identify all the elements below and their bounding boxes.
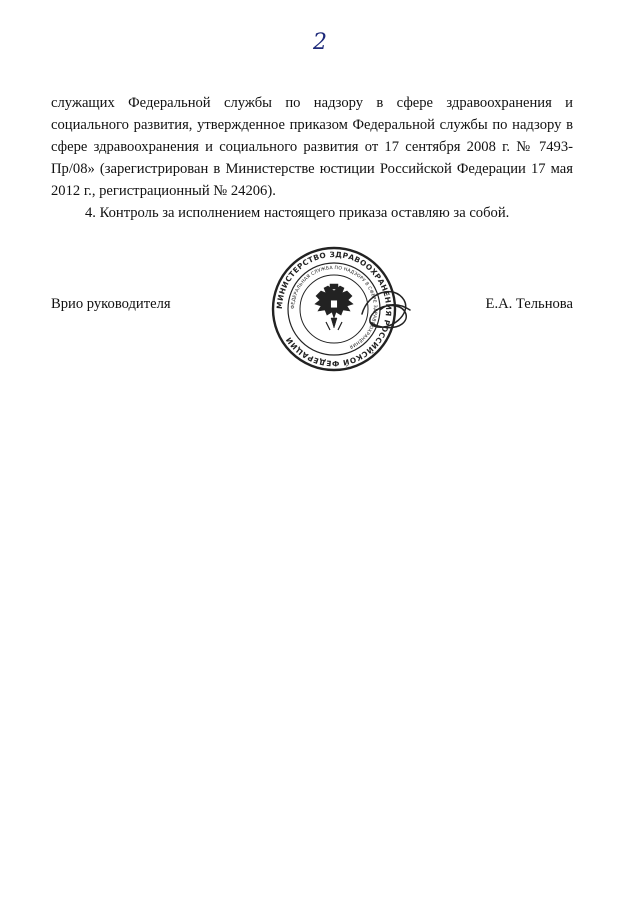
document-body — [51, 92, 573, 224]
page-number: 2 — [313, 30, 327, 55]
official-seal-stamp — [254, 244, 414, 374]
seal-outer-text: МИНИСТЕРСТВО ЗДРАВООХРАНЕНИЯ РОССИЙСКОЙ ФЕДЕРАЦИИ — [274, 249, 394, 369]
paragraph-continuation: служащих Федеральной службы по надзору в сфере здравоохранения и социального развития, утвержденное приказом Федеральной службы по надзору в сфере здравоохранения и социального развития от 17 сентября 2008 г. № 7493-Пр/08» (зарегистрирован в Министерстве юстиции Российской Федерации 17 мая 2012 г., регистрационный № 24206). — [51, 95, 573, 199]
signatory-name: Е.А. Тельнова — [485, 296, 573, 312]
paragraph-item-4: 4. Контроль за исполнением настоящего приказа оставляю за собой. — [85, 205, 510, 221]
eagle-emblem-icon — [315, 284, 353, 330]
signatory-position: Врио руководителя — [51, 296, 171, 312]
seal-inner-text: ФЕДЕРАЛЬНАЯ СЛУЖБА ПО НАДЗОРУ В СФЕРЕ ЗДРАВООХРАНЕНИЯ — [290, 265, 378, 349]
